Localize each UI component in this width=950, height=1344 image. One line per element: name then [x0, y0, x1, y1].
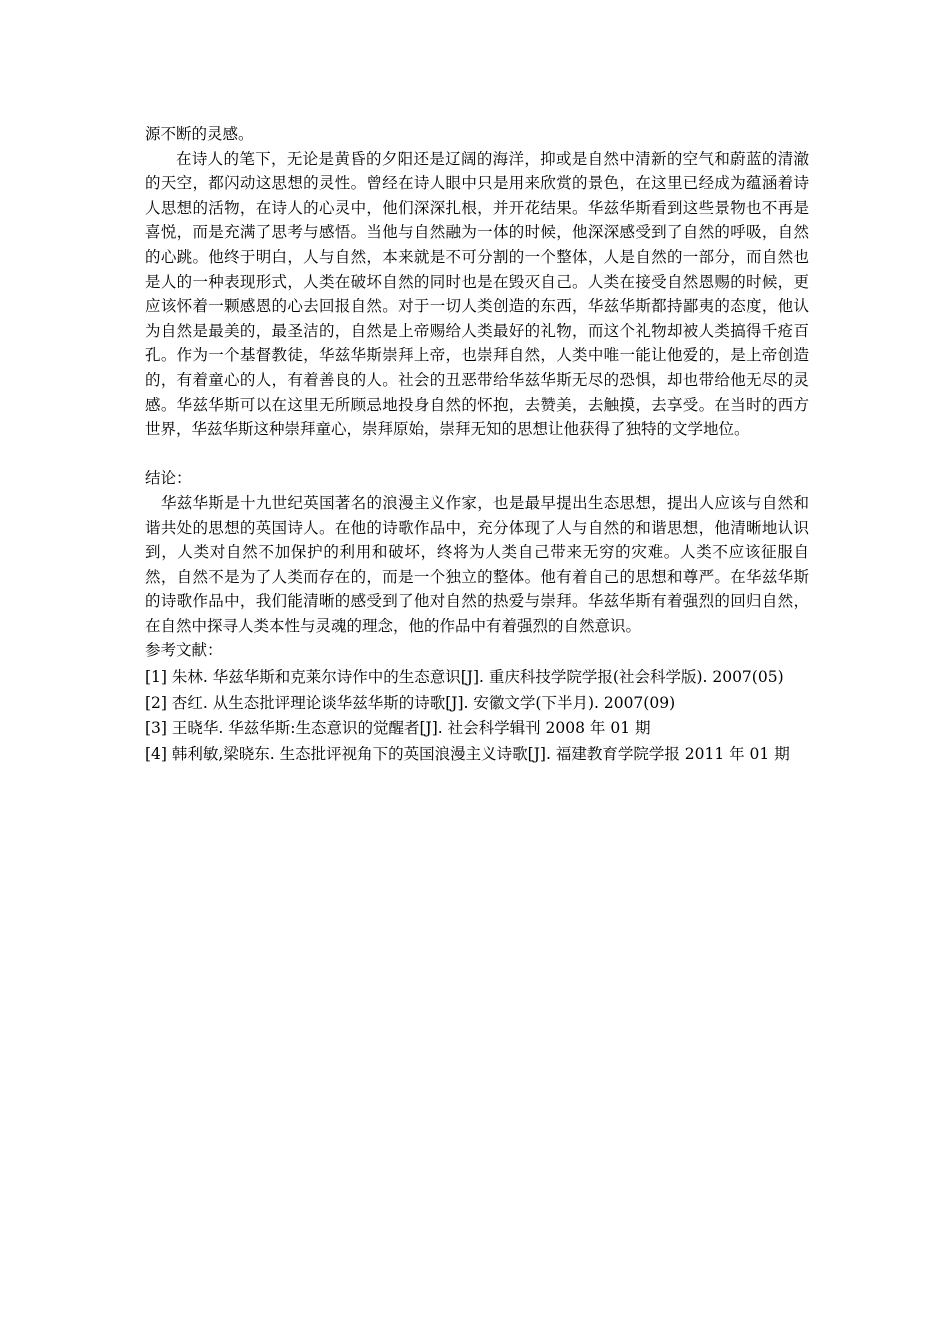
reference-list	[145, 665, 809, 766]
reference-item: [1] 朱林. 华兹华斯和克莱尔诗作中的生态意识[J]. 重庆科技学院学报(社会科学版). 2007(05)	[145, 668, 784, 687]
document-page	[145, 122, 809, 767]
references-heading: 参考文献：	[145, 641, 223, 660]
conclusion-paragraph: 华兹华斯是十九世纪英国著名的浪漫主义作家，也是最早提出生态思想，提出人应该与自然和谐共处的思想的英国诗人。在他的诗歌作品中，充分体现了人与自然的和谐思想，他清晰地认识到，人类对自然不加保护的利用和破坏，终将为人类自己带来无穷的灾难。人类不应该征服自然，自然不是为了人类而存在的，而是一个独立的整体。他有着自己的思想和尊严。在华兹华斯的诗歌作品中，我们能清晰的感受到了他对自然的热爱与崇拜。华兹华斯有着强烈的回归自然，在自然中探寻人类本性与灵魂的理念，他的作品中有着强烈的自然意识。	[145, 493, 809, 635]
spacer	[145, 442, 809, 467]
body-paragraph: 在诗人的笔下，无论是黄昏的夕阳还是辽阔的海洋，抑或是自然中清新的空气和蔚蓝的清澈的天空，都闪动这思想的灵性。曾经在诗人眼中只是用来欣赏的景色，在这里已经成为蕴涵着诗人思想的活物，在诗人的心灵中，他们深深扎根，并开花结果。华兹华斯看到这些景物也不再是喜悦，而是充满了思考与感悟。当他与自然融为一体的时候，他深深感受到了自然的呼吸，自然的心跳。他终于明白，人与自然，本来就是不可分割的一个整体，人是自然的一部分，而自然也是人的一种表现形式，人类在破坏自然的同时也是在毁灭自己。人类在接受自然恩赐的时候，更应该怀着一颗感恩的心去回报自然。对于一切人类创造的东西，华兹华斯都持鄙夷的态度，他认为自然是最美的，最圣洁的，自然是上帝赐给人类最好的礼物，而这个礼物却被人类搞得千疮百孔。作为一个基督教徒，华兹华斯崇拜上帝，也崇拜自然，人类中唯一能让他爱的，是上帝创造的，有着童心的人，有着善良的人。社会的丑恶带给华兹华斯无尽的恐惧，却也带给他无尽的灵感。华兹华斯可以在这里无所顾忌地投身自然的怀抱，去赞美，去触摸，去享受。在当时的西方世界，华兹华斯这种崇拜童心，崇拜原始，崇拜无知的思想让他获得了独特的文学地位。	[145, 149, 809, 439]
conclusion-heading: 结论：	[145, 469, 192, 488]
reference-item: [2] 杏红. 从生态批评理论谈华兹华斯的诗歌[J]. 安徽文学(下半月). 2007(09)	[145, 693, 676, 712]
reference-item: [4] 韩利敏,梁晓东. 生态批评视角下的英国浪漫主义诗歌[J]. 福建教育学院学报 2011 年 01 期	[145, 744, 790, 763]
reference-item: [3] 王晓华. 华兹华斯:生态意识的觉醒者[J]. 社会科学辑刊 2008 年 01 期	[145, 719, 651, 738]
continuation-text: 源不断的灵感。	[145, 125, 254, 143]
